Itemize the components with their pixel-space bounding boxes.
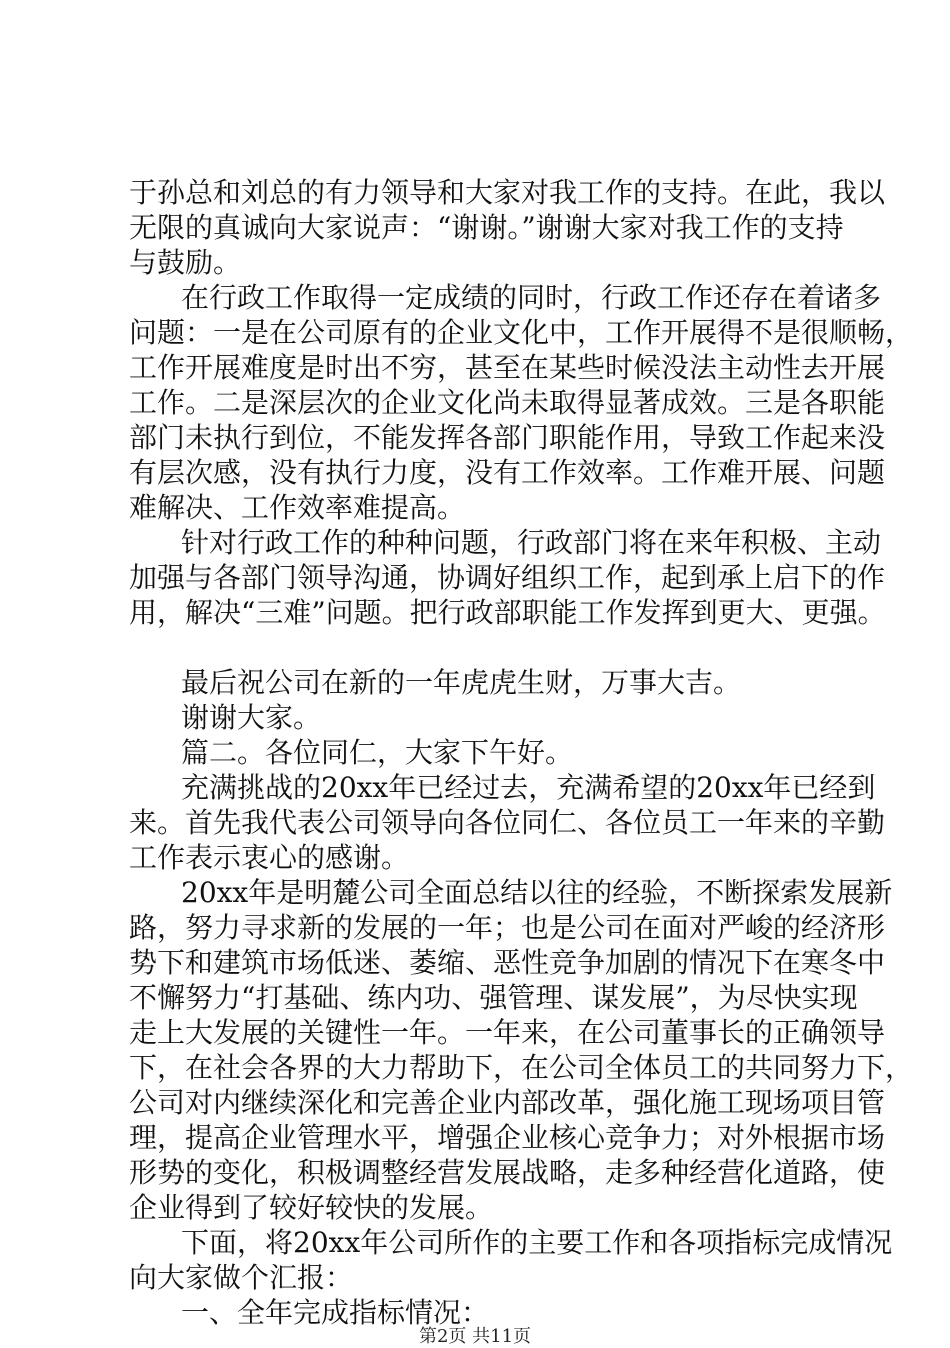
text-line: 谢谢大家。 xyxy=(181,701,322,734)
text-line: 形势的变化，积极调整经营发展战略，走多种经营化道路，使 xyxy=(129,1156,886,1189)
text-line: 难解决、工作效率难提高。 xyxy=(129,491,466,524)
text-line: 路，努力寻求新的发展的一年；也是公司在面对严峻的经济形 xyxy=(129,911,886,944)
text-line: 无限的真诚向大家说声：“谢谢。”谢谢大家对我工作的支持 xyxy=(129,211,844,244)
text-line: 与鼓励。 xyxy=(129,246,242,279)
text-line: 在行政工作取得一定成绩的同时，行政工作还存在着诸多 xyxy=(181,281,882,314)
text-line: 一、全年完成指标情况： xyxy=(181,1296,490,1329)
text-line: 工作开展难度是时出不穷，甚至在某些时候没法主动性去开展 xyxy=(129,351,886,384)
text-line: 下，在社会各界的大力帮助下，在公司全体员工的共同努力下， xyxy=(129,1051,914,1084)
page-footer: 第2页 共11页 xyxy=(418,1326,532,1347)
text-line: 有层次感，没有执行力度，没有工作效率。工作难开展、问题 xyxy=(129,456,886,489)
text-line: 20xx年是明麓公司全面总结以往的经验，不断探索发展新 xyxy=(181,876,893,909)
text-line: 用，解决“三难”问题。把行政部职能工作发挥到更大、更强。 xyxy=(129,596,886,629)
text-line: 走上大发展的关键性一年。一年来，在公司董事长的正确领导 xyxy=(129,1016,886,1049)
text-line: 向大家做个汇报： xyxy=(129,1261,354,1294)
text-line: 工作表示衷心的感谢。 xyxy=(129,841,410,874)
text-line: 势下和建筑市场低迷、萎缩、恶性竞争加剧的情况下在寒冬中 xyxy=(129,946,886,979)
text-line: 针对行政工作的种种问题，行政部门将在来年积极、主动 xyxy=(181,526,882,559)
text-line: 于孙总和刘总的有力领导和大家对我工作的支持。在此，我以 xyxy=(129,176,886,209)
text-line: 公司对内继续深化和完善企业内部改革，强化施工现场项目管 xyxy=(129,1086,886,1119)
text-line: 理，提高企业管理水平，增强企业核心竞争力；对外根据市场 xyxy=(129,1121,886,1154)
text-line: 来。首先我代表公司领导向各位同仁、各位员工一年来的辛勤 xyxy=(129,806,886,839)
text-line: 充满挑战的20xx年已经过去，充满希望的20xx年已经到 xyxy=(181,771,876,804)
text-line: 不懈努力“打基础、练内功、强管理、谋发展”，为尽快实现 xyxy=(129,981,858,1014)
text-line: 最后祝公司在新的一年虎虎生财，万事大吉。 xyxy=(181,666,742,699)
text-line: 问题：一是在公司原有的企业文化中，工作开展得不是很顺畅， xyxy=(129,316,914,349)
text-line: 部门未执行到位，不能发挥各部门职能作用，导致工作起来没 xyxy=(129,421,886,454)
text-line: 篇二。各位同仁，大家下午好。 xyxy=(181,736,574,769)
text-line: 企业得到了较好较快的发展。 xyxy=(129,1191,494,1224)
text-line: 工作。二是深层次的企业文化尚未取得显著成效。三是各职能 xyxy=(129,386,886,419)
text-line: 下面，将20xx年公司所作的主要工作和各项指标完成情况 xyxy=(181,1226,893,1259)
text-line: 加强与各部门领导沟通，协调好组织工作，起到承上启下的作 xyxy=(129,561,886,594)
